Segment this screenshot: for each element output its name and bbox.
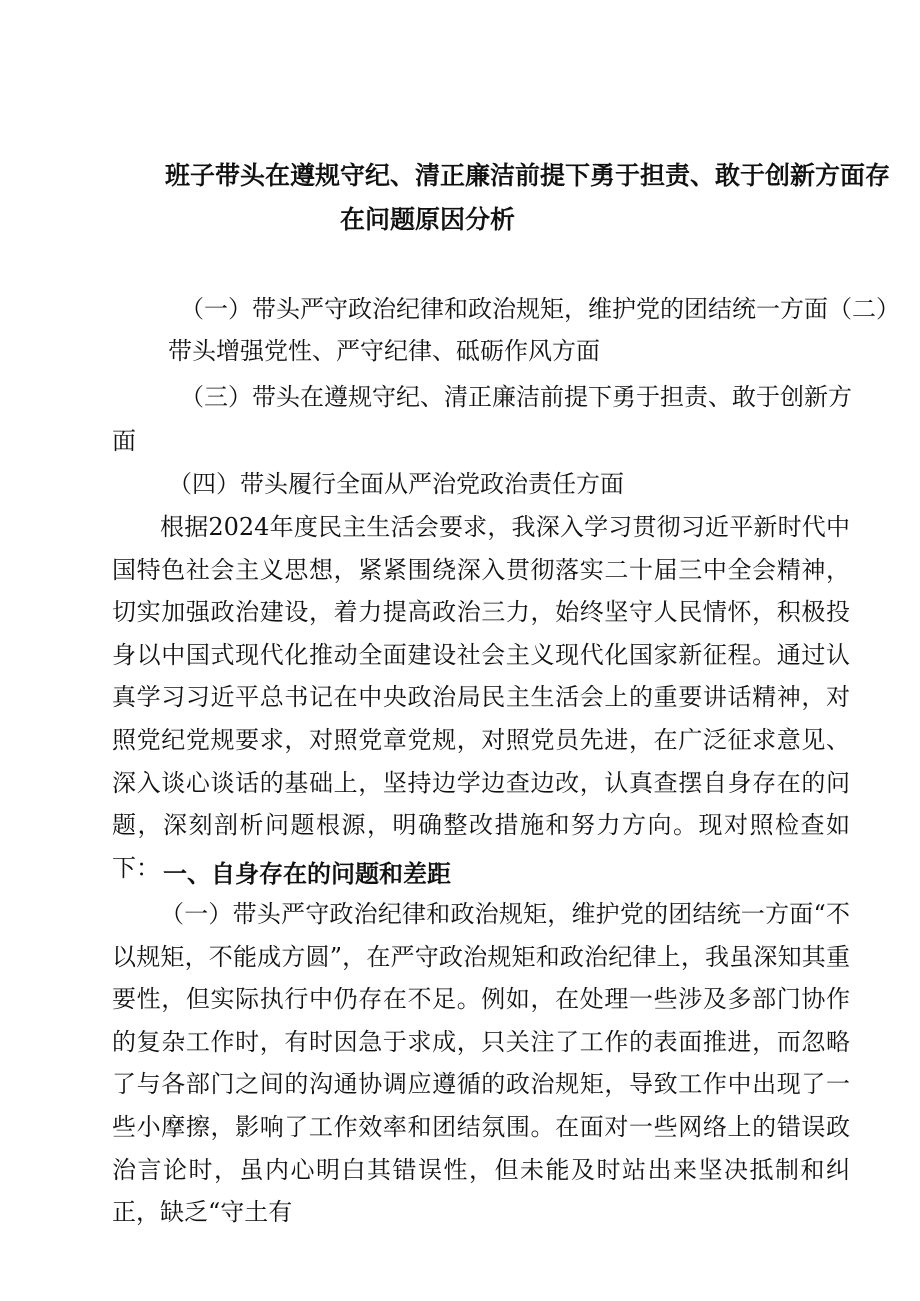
toc-item-1: （一）带头严守政治纪律和政治规矩，维护党的团结统一方面（二）: [180, 295, 900, 323]
toc-item-3: （三）带头在遵规守纪、清正廉洁前提下勇于担责、敢于创新方: [180, 383, 852, 411]
document-title-line-1: 班子带头在遵规守纪、清正廉洁前提下勇于担责、敢于创新方面存: [165, 161, 891, 190]
document-title-line-2: 在问题原因分析: [340, 205, 516, 234]
section-heading: 一、自身存在的问题和差距: [163, 860, 451, 888]
toc-item-1-continued: 带头增强党性、严守纪律、砥砺作风方面: [168, 337, 600, 365]
toc-item-4: （四）带头履行全面从严治党政治责任方面: [168, 470, 624, 498]
section-paragraph: （一）带头严守政治纪律和政治规矩，维护党的团结统一方面“不以规矩，不能成方圆”，在严守政治规矩和政治纪律上，我虽深知其重要性，但实际执行中仍存在不足。例如，在处理一些涉及多部门协作的复杂工作时，有时因急于求成，只关注了工作的表面推进，而忽略了与各部门之间的沟通协调应遵循的政治规矩，导致工作中出现了一些小摩擦，影响了工作效率和团结氛围。在面对一些网络上的错误政治言论时，虽内心明白其错误性，但未能及时站出来坚决抵制和纠正，缺乏“守土有: [112, 900, 850, 1227]
toc-item-3-continued: 面: [112, 427, 136, 455]
intro-paragraph: 根据2024年度民主生活会要求，我深入学习贯彻习近平新时代中国特色社会主义思想，紧紧围绕深入贯彻落实二十届三中全会精神，切实加强政治建设，着力提高政治三力，始终坚守人民情怀，积极投身以中国式现代化推动全面建设社会主义现代化国家新征程。通过认真学习习近平总书记在中央政治局民主生活会上的重要讲话精神，对照党纪党规要求，对照党章党规，对照党员先进，在广泛征求意见、深入谈心谈话的基础上，坚持边学边查边改，认真查摆自身存在的问题，深刻剖析问题根源，明确整改措施和努力方向。现对照检查如下：: [112, 513, 850, 882]
